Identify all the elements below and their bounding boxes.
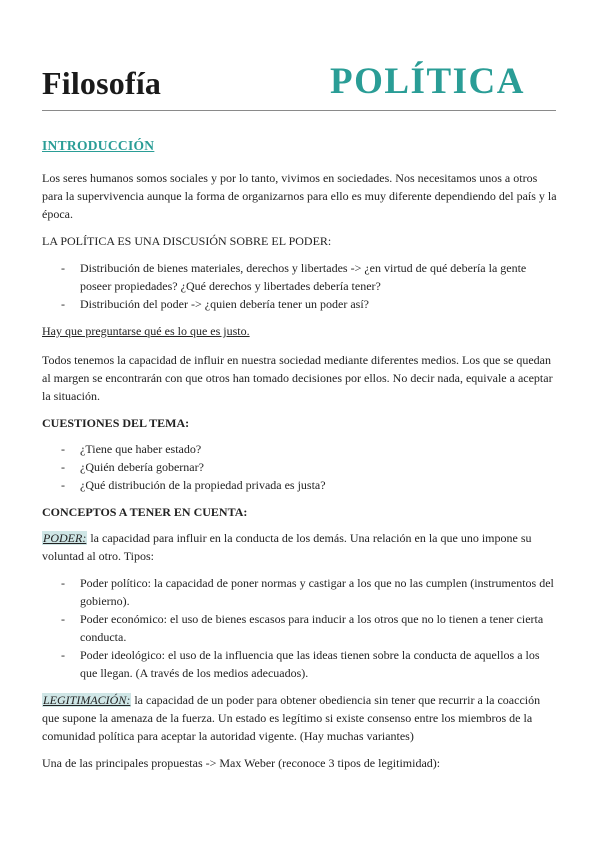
intro-paragraph: Los seres humanos somos sociales y por lo tanto, vivimos en sociedades. Nos necesitamos unos a otros para la supervivencia aunque la forma de organizarnos para ello es muy diferente dependiendo del país y la época.: [42, 171, 557, 221]
power-list: [42, 259, 558, 313]
legitimacion-definition: [42, 691, 558, 745]
list-item: - Distribución del poder -> ¿quien debería tener un poder así?: [42, 295, 558, 313]
questions-heading: CUESTIONES DEL TEMA:: [42, 416, 190, 430]
legitimacion-term: LEGITIMACIÓN:: [43, 693, 131, 707]
list-item: - ¿Tiene que haber estado?: [42, 440, 558, 458]
list-item: - ¿Qué distribución de la propiedad privada es justa?: [42, 476, 558, 494]
intro-heading: INTRODUCCIÓN: [42, 138, 155, 153]
questions-list: [42, 440, 558, 494]
poder-term: PODER:: [43, 531, 87, 545]
list-item: - Poder económico: el uso de bienes escasos para inducir a los otros que no lo tienen a tener cierta conducta.: [42, 610, 558, 646]
list-item: - Distribución de bienes materiales, derechos y libertades -> ¿en virtud de qué debería la gente poseer propiedades? ¿Qué derechos y libertades debería tener?: [42, 259, 558, 295]
list-item: - Poder político: la capacidad de poner normas y castigar a los que no las cumplen (instrumentos del gobierno).: [42, 574, 558, 610]
page-header: [42, 60, 556, 112]
poder-definition-text: la capacidad para influir en la conducta de los demás. Una relación en la que uno impone su voluntad al otro. Tipos:: [42, 531, 532, 563]
influence-paragraph: Todos tenemos la capacidad de influir en nuestra sociedad mediante diferentes medios. Los que se quedan al margen se encontrarán con que otros han tomado decisiones por ellos. No decir nada, equivale a aceptar la situación.: [42, 353, 553, 403]
topic-title: POLÍTICA: [330, 61, 525, 102]
legitimacion-definition-text: la capacidad de un poder para obtener obediencia sin tener que recurrir a la coacción que supone la amenaza de la fuerza. Un estado es legítimo si existe consenso entre los miembros de la comunidad política para aceptar la autoridad vigente. (Hay muchas variantes): [42, 693, 541, 743]
list-item: - Poder ideológico: el uso de la influencia que las ideas tienen sobre la conducta de aquellos a los que llegan. (A través de los medios adecuados).: [42, 646, 558, 682]
subject-title: Filosofía: [42, 65, 162, 101]
header-divider: [42, 110, 556, 111]
poder-definition: [42, 529, 558, 565]
power-statement: LA POLÍTICA ES UNA DISCUSIÓN SOBRE EL PODER:: [42, 234, 332, 248]
justice-question-note: Hay que preguntarse qué es lo que es justo.: [42, 324, 250, 338]
poder-types-list: [42, 574, 558, 682]
concepts-heading: CONCEPTOS A TENER EN CUENTA:: [42, 505, 248, 519]
weber-line: Una de las principales propuestas -> Max Weber (reconoce 3 tipos de legitimidad):: [42, 756, 441, 770]
document-body: [42, 137, 558, 781]
list-item: - ¿Quién debería gobernar?: [42, 458, 558, 476]
